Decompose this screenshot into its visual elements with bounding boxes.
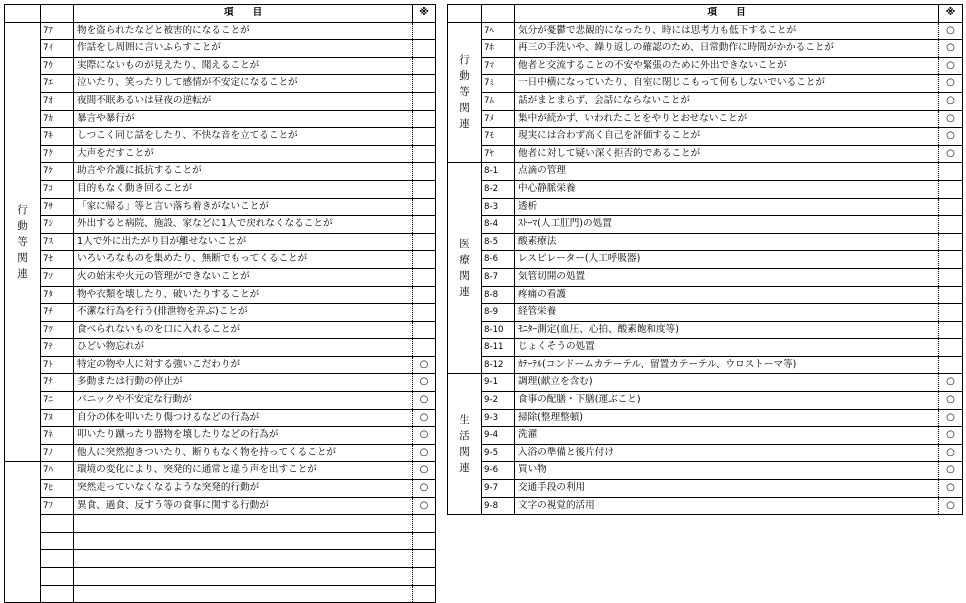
item-mark — [413, 75, 436, 93]
item-mark — [413, 145, 436, 163]
table-row — [5, 515, 436, 533]
item-text — [74, 550, 413, 568]
item-code: 7ｴ — [41, 75, 74, 93]
table-row — [448, 462, 963, 480]
item-mark — [413, 22, 436, 40]
item-code: 7ｹ — [41, 163, 74, 181]
table-row — [5, 532, 436, 550]
item-mark — [939, 304, 963, 322]
table-row — [448, 75, 963, 93]
item-code: 8-5 — [482, 233, 515, 251]
item-mark: ○ — [939, 22, 963, 40]
table-row — [448, 444, 963, 462]
table-row — [448, 268, 963, 286]
item-mark: ○ — [413, 462, 436, 480]
item-text: ｶﾃｰﾃﾙ(コンドームカテーテル、留置カテーテル、ウロストーマ等) — [515, 356, 939, 374]
item-mark — [413, 304, 436, 322]
item-text: 酸素療法 — [515, 233, 939, 251]
table-row — [5, 22, 436, 40]
table-row — [5, 286, 436, 304]
table-row — [448, 480, 963, 498]
item-mark: ○ — [939, 462, 963, 480]
item-code: 9-2 — [482, 392, 515, 410]
item-text: 大声をだすことが — [74, 145, 413, 163]
item-mark: ○ — [939, 57, 963, 75]
table-row — [5, 497, 436, 515]
item-code: 9-6 — [482, 462, 515, 480]
item-mark: ○ — [939, 110, 963, 128]
item-mark — [413, 216, 436, 234]
table-row — [448, 356, 963, 374]
item-text: 調理(献立を含む) — [515, 374, 939, 392]
item-code: 7ﾀ — [41, 286, 74, 304]
header-mark: ※ — [939, 5, 963, 23]
item-mark — [413, 40, 436, 58]
item-code: 7ﾌ — [41, 497, 74, 515]
item-text: 他者と交流することの不安や緊張のために外出できないことが — [515, 57, 939, 75]
item-code: 7ｼ — [41, 216, 74, 234]
item-code: 8-11 — [482, 339, 515, 357]
item-text: 話がまとまらず、会話にならないことが — [515, 92, 939, 110]
item-code: 7ｵ — [41, 92, 74, 110]
table-row — [5, 268, 436, 286]
table-row — [5, 339, 436, 357]
table-row — [5, 427, 436, 445]
item-code: 8-6 — [482, 251, 515, 269]
item-code: 7ﾆ — [41, 392, 74, 410]
right-item-table — [447, 4, 963, 515]
category-cell — [448, 22, 482, 163]
left-item-table — [4, 4, 436, 603]
table-row — [5, 480, 436, 498]
table-row — [448, 392, 963, 410]
item-code: 7ｽ — [41, 233, 74, 251]
item-mark — [413, 251, 436, 269]
item-code: 7ﾑ — [482, 92, 515, 110]
item-mark: ○ — [939, 145, 963, 163]
item-text: 泣いたり、笑ったりして感情が不安定になることが — [74, 75, 413, 93]
item-mark — [939, 356, 963, 374]
table-row — [448, 304, 963, 322]
table-row — [5, 550, 436, 568]
item-text: 突然走っていなくなるような突発的行動が — [74, 480, 413, 498]
table-row — [448, 216, 963, 234]
item-mark: ○ — [939, 497, 963, 515]
item-text — [74, 568, 413, 586]
item-text: 経管栄養 — [515, 304, 939, 322]
item-mark — [413, 163, 436, 181]
item-code: 7ﾎ — [482, 40, 515, 58]
item-text: 他者に対して疑い深く拒否的であることが — [515, 145, 939, 163]
item-code: 7ｲ — [41, 40, 74, 58]
item-text: ﾓﾆﾀｰ測定(血圧、心拍、酸素飽和度等) — [515, 321, 939, 339]
table-row — [448, 57, 963, 75]
item-code: 7ﾈ — [41, 427, 74, 445]
category-label: 医療関連 — [459, 238, 470, 299]
item-code: 8-4 — [482, 216, 515, 234]
table-row — [5, 92, 436, 110]
item-code: 8-9 — [482, 304, 515, 322]
table-row — [448, 339, 963, 357]
table-row — [5, 444, 436, 462]
item-text — [74, 532, 413, 550]
header-title: 項 目 — [74, 5, 413, 23]
item-text: 一日中横になっていたり、自室に閉じこもって何もしないでいることが — [515, 75, 939, 93]
item-text: 入浴の準備と後片付け — [515, 444, 939, 462]
item-mark: ○ — [939, 444, 963, 462]
item-text: 助言や介護に抵抗することが — [74, 163, 413, 181]
item-mark — [413, 286, 436, 304]
item-mark — [413, 233, 436, 251]
item-mark: ○ — [413, 427, 436, 445]
item-mark: ○ — [939, 374, 963, 392]
item-text: パニックや不安定な行動が — [74, 392, 413, 410]
item-mark — [413, 532, 436, 550]
item-mark: ○ — [939, 427, 963, 445]
item-text: レスピレーター(人工呼吸器) — [515, 251, 939, 269]
category-cell — [448, 374, 482, 515]
header-mark: ※ — [413, 5, 436, 23]
header-code-cell — [482, 5, 515, 23]
item-code: 7ｶ — [41, 110, 74, 128]
item-text: 異食、過食、反すう等の食事に関する行動が — [74, 497, 413, 515]
header-category-cell — [5, 5, 41, 23]
item-mark — [413, 550, 436, 568]
item-code — [41, 585, 74, 603]
category-cell — [5, 462, 41, 603]
table-row — [5, 128, 436, 146]
item-mark — [413, 268, 436, 286]
item-text: 環境の変化により、突発的に通常と違う声を出すことが — [74, 462, 413, 480]
table-row — [5, 585, 436, 603]
item-text: 実際にないものが見えたり、聞えることが — [74, 57, 413, 75]
item-code: 9-1 — [482, 374, 515, 392]
item-text: 特定の物や人に対する強いこだわりが — [74, 356, 413, 374]
table-row — [448, 497, 963, 515]
item-code: 8-1 — [482, 163, 515, 181]
item-code: 7ﾊ — [41, 462, 74, 480]
item-code: 7ｱ — [41, 22, 74, 40]
item-code: 7ｾ — [41, 251, 74, 269]
table-row — [5, 462, 436, 480]
item-text: 集中が続かず、いわれたことをやりとおせないことが — [515, 110, 939, 128]
item-code: 7ｻ — [41, 198, 74, 216]
item-text: ひどい物忘れが — [74, 339, 413, 357]
item-text: 多動または行動の停止が — [74, 374, 413, 392]
item-mark — [939, 268, 963, 286]
table-row — [5, 251, 436, 269]
table-row — [448, 286, 963, 304]
table-row — [448, 180, 963, 198]
item-mark: ○ — [413, 356, 436, 374]
item-mark: ○ — [939, 392, 963, 410]
table-row — [448, 110, 963, 128]
item-mark — [413, 321, 436, 339]
table-row — [5, 568, 436, 586]
item-code: 7ﾉ — [41, 444, 74, 462]
item-code: 9-7 — [482, 480, 515, 498]
item-text: 作話をし周囲に言いふらすことが — [74, 40, 413, 58]
item-mark — [939, 286, 963, 304]
table-row — [448, 198, 963, 216]
item-mark — [413, 57, 436, 75]
item-code: 7ﾇ — [41, 409, 74, 427]
item-code: 7ﾏ — [482, 57, 515, 75]
item-text — [74, 515, 413, 533]
item-text: 交通手段の利用 — [515, 480, 939, 498]
item-code — [41, 532, 74, 550]
item-code: 9-5 — [482, 444, 515, 462]
item-code: 8-12 — [482, 356, 515, 374]
item-mark — [413, 92, 436, 110]
item-code — [41, 550, 74, 568]
item-text: 自分の体を叩いたり傷つけるなどの行為が — [74, 409, 413, 427]
category-label: 行動等関連 — [459, 54, 470, 131]
item-mark: ○ — [939, 75, 963, 93]
table-row — [5, 374, 436, 392]
item-text: 疼痛の看護 — [515, 286, 939, 304]
table-row — [448, 374, 963, 392]
item-text: 外出すると病院、施設、家などに1人で戻れなくなることが — [74, 216, 413, 234]
item-mark: ○ — [939, 480, 963, 498]
item-mark: ○ — [413, 374, 436, 392]
item-mark — [413, 180, 436, 198]
item-code: 8-7 — [482, 268, 515, 286]
table-row — [5, 233, 436, 251]
item-code: 7ﾔ — [482, 145, 515, 163]
item-mark — [939, 339, 963, 357]
category-label: 行動等関連 — [17, 204, 28, 281]
item-code — [41, 515, 74, 533]
header-row — [5, 5, 436, 23]
item-text: 火の始末や火元の管理ができないことが — [74, 268, 413, 286]
item-code: 8-8 — [482, 286, 515, 304]
table-row — [448, 233, 963, 251]
item-code: 7ﾂ — [41, 321, 74, 339]
item-text: 食事の配膳・下膳(運ぶこと) — [515, 392, 939, 410]
item-text: 「家に帰る」等と言い落ち着きがないことが — [74, 198, 413, 216]
item-mark — [939, 198, 963, 216]
item-code: 7ﾒ — [482, 110, 515, 128]
table-row — [448, 145, 963, 163]
table-row — [448, 128, 963, 146]
table-row — [5, 304, 436, 322]
header-title: 項 目 — [515, 5, 939, 23]
item-code: 7ｺ — [41, 180, 74, 198]
table-row — [5, 321, 436, 339]
table-row — [5, 409, 436, 427]
item-text: 物を盗られたなどと被害的になることが — [74, 22, 413, 40]
item-text: 叩いたり蹴ったり器物を壊したりなどの行為が — [74, 427, 413, 445]
table-row — [5, 180, 436, 198]
item-code: 8-2 — [482, 180, 515, 198]
table-row — [5, 392, 436, 410]
item-code: 7ﾍ — [482, 22, 515, 40]
item-text: 気管切開の処置 — [515, 268, 939, 286]
item-text: ｽﾄｰﾏ(人工肛門)の処置 — [515, 216, 939, 234]
item-mark — [413, 110, 436, 128]
item-text: 再三の手洗いや、繰り返しの確認のため、日常動作に時間がかかることが — [515, 40, 939, 58]
item-text: 透析 — [515, 198, 939, 216]
item-text: 目的もなく動き回ることが — [74, 180, 413, 198]
item-code: 7ﾃ — [41, 339, 74, 357]
table-row — [5, 216, 436, 234]
table-row — [5, 163, 436, 181]
table-row — [448, 163, 963, 181]
item-code: 9-8 — [482, 497, 515, 515]
item-text: じょくそうの処置 — [515, 339, 939, 357]
item-code: 7ﾋ — [41, 480, 74, 498]
item-code: 7ﾅ — [41, 374, 74, 392]
item-mark — [939, 233, 963, 251]
table-row — [448, 251, 963, 269]
item-mark — [413, 128, 436, 146]
item-code — [41, 568, 74, 586]
table-row — [448, 40, 963, 58]
table-row — [448, 92, 963, 110]
item-code: 7ｷ — [41, 128, 74, 146]
header-row — [448, 5, 963, 23]
table-row — [5, 110, 436, 128]
item-text: 現実には合わず高く自己を評価することが — [515, 128, 939, 146]
item-text: 中心静脈栄養 — [515, 180, 939, 198]
item-code: 7ｳ — [41, 57, 74, 75]
item-text: 夜間不眠あるいは昼夜の逆転が — [74, 92, 413, 110]
item-mark: ○ — [939, 409, 963, 427]
item-text: 買い物 — [515, 462, 939, 480]
header-code-cell — [41, 5, 74, 23]
item-code: 8-3 — [482, 198, 515, 216]
item-text: しつこく同じ話をしたり、不快な音を立てることが — [74, 128, 413, 146]
table-row — [448, 427, 963, 445]
item-text: 点滴の管理 — [515, 163, 939, 181]
item-code: 7ﾄ — [41, 356, 74, 374]
table-row — [5, 198, 436, 216]
item-mark: ○ — [413, 392, 436, 410]
item-text: 不潔な行為を行う(排泄物を弄ぶ)ことが — [74, 304, 413, 322]
item-mark: ○ — [413, 444, 436, 462]
item-code: 7ｿ — [41, 268, 74, 286]
item-mark — [413, 585, 436, 603]
item-text: いろいろなものを集めたり、無断でもってくることが — [74, 251, 413, 269]
item-code: 7ﾐ — [482, 75, 515, 93]
table-row — [448, 321, 963, 339]
item-code: 7ﾁ — [41, 304, 74, 322]
item-mark: ○ — [413, 409, 436, 427]
table-row — [5, 75, 436, 93]
item-text: 1人で外に出たがり目が離せないことが — [74, 233, 413, 251]
item-mark — [939, 180, 963, 198]
item-mark — [413, 198, 436, 216]
category-label: 生活関連 — [459, 414, 470, 475]
category-cell — [448, 163, 482, 374]
item-text: 物や衣類を壊したり、破いたりすることが — [74, 286, 413, 304]
table-row — [5, 145, 436, 163]
table-row — [5, 57, 436, 75]
table-row — [448, 22, 963, 40]
item-text — [74, 585, 413, 603]
item-text: 気分が憂鬱で悲観的になったり、時には思考力も低下することが — [515, 22, 939, 40]
item-mark: ○ — [939, 92, 963, 110]
item-text: 洗濯 — [515, 427, 939, 445]
item-mark: ○ — [413, 497, 436, 515]
table-row — [5, 356, 436, 374]
item-text: 文字の視覚的活用 — [515, 497, 939, 515]
item-mark: ○ — [413, 480, 436, 498]
item-mark: ○ — [939, 40, 963, 58]
header-category-cell — [448, 5, 482, 23]
item-text: 食べられないものを口に入れることが — [74, 321, 413, 339]
table-row — [448, 409, 963, 427]
item-mark — [939, 216, 963, 234]
item-text: 掃除(整理整頓) — [515, 409, 939, 427]
item-text: 他人に突然抱きついたり、断りもなく物を持ってくることが — [74, 444, 413, 462]
table-row — [5, 40, 436, 58]
item-code: 9-4 — [482, 427, 515, 445]
item-mark — [413, 339, 436, 357]
item-mark — [939, 321, 963, 339]
item-mark — [939, 163, 963, 181]
item-mark — [413, 568, 436, 586]
item-text: 暴言や暴行が — [74, 110, 413, 128]
category-cell — [5, 22, 41, 462]
item-code: 9-3 — [482, 409, 515, 427]
item-mark — [413, 515, 436, 533]
item-mark — [939, 251, 963, 269]
item-mark: ○ — [939, 128, 963, 146]
item-code: 8-10 — [482, 321, 515, 339]
item-code: 7ｸ — [41, 145, 74, 163]
item-code: 7ﾓ — [482, 128, 515, 146]
